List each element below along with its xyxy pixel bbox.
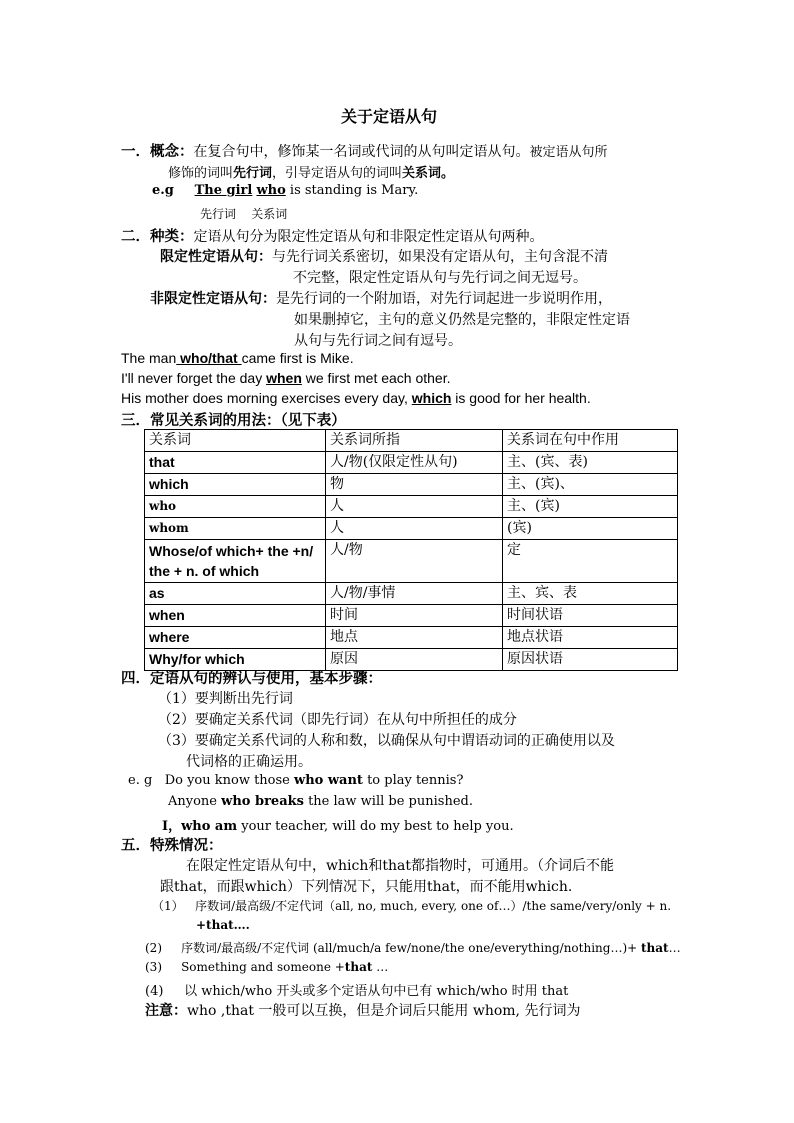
section-3-title: 常见关系词的用法：（见下表） <box>150 412 346 429</box>
note-label: 注意： <box>145 1003 187 1019</box>
text-span: your teacher, will do my best to help you. <box>237 819 514 834</box>
nonrestrictive-line1 <box>150 288 612 308</box>
step-3-line1: （3）要确定关系代词的人称和数，以确保从句中谓语动词的正确使用以及 <box>158 733 615 749</box>
section-3-heading <box>121 409 346 430</box>
table-cell-refers: 人 <box>326 496 503 518</box>
text-span: I， <box>162 819 182 834</box>
text-span: Do you know those <box>164 773 295 788</box>
table-cell-refers: 时间 <box>326 605 503 627</box>
table-row <box>145 452 678 474</box>
table-cell-word: whom <box>145 518 326 540</box>
section-1-line1b: 被定语从句所 <box>529 145 608 160</box>
eg-rest: is standing is Mary. <box>289 183 419 198</box>
table-row <box>145 474 678 496</box>
text-span: to play tennis? <box>362 773 464 788</box>
eg-antecedent: The girl <box>194 183 253 198</box>
table-cell-refers: 人/物(仅限定性从句) <box>326 452 503 474</box>
table-cell-word: where <box>145 627 326 649</box>
case-number: （1） <box>152 899 184 913</box>
restrictive-label: 限定性定语从句： <box>160 249 272 265</box>
table-cell-refers: 人 <box>326 518 503 540</box>
section-5-title: 特殊情况： <box>150 837 223 854</box>
table-header-cell: 关系词所指 <box>326 430 503 452</box>
section-1-example <box>152 183 418 198</box>
case-number: (4) <box>145 984 164 999</box>
keyword: who/that <box>176 350 242 366</box>
table-cell-function: 主、(宾)、 <box>503 474 678 496</box>
table-header-cell: 关系词在句中作用 <box>503 430 678 452</box>
table-cell-word: which <box>145 474 326 496</box>
text-span: … <box>668 941 681 955</box>
table-row <box>145 496 678 518</box>
case-number: (3) <box>145 960 162 974</box>
case-1-line1 <box>152 897 671 914</box>
step-example-1 <box>128 773 463 788</box>
table-cell-function: 主、(宾) <box>503 496 678 518</box>
table-cell-function: 主、(宾、表) <box>503 452 678 474</box>
section-1-line2 <box>168 162 454 181</box>
table-cell-function: (宾) <box>503 518 678 540</box>
eg-label: e.g <box>152 183 174 198</box>
nonrestrictive-label: 非限定性定语从句： <box>150 291 276 307</box>
restrictive-text: 与先行词关系密切，如果没有定语从句，主句含混不清 <box>272 249 608 265</box>
text-span: ，引导定语从句的词叫 <box>272 166 403 181</box>
text-span: we first met each other. <box>301 370 451 386</box>
page-title: 关于定语从句 <box>341 107 438 126</box>
section-3-number: 三． <box>121 412 150 429</box>
note-antecedent: 先行词 <box>200 207 237 221</box>
table-cell-refers: 人/物/事情 <box>326 583 503 605</box>
section-4-number: 四． <box>121 670 150 687</box>
note-relword: 关系词 <box>251 207 288 221</box>
section-2-heading <box>121 225 544 246</box>
section-4-title: 定语从句的辨认与使用，基本步骤： <box>150 670 382 687</box>
table-header-row <box>145 430 678 452</box>
table-cell-function: 地点状语 <box>503 627 678 649</box>
text-span: His mother does morning exercises every day, <box>121 390 412 406</box>
table-cell-function: 原因状语 <box>503 649 678 671</box>
table-cell-refers: 原因 <box>326 649 503 671</box>
example-sentence-2 <box>121 370 451 386</box>
section-2-number: 二． <box>121 228 150 245</box>
table-cell-word: who <box>145 496 326 518</box>
term-relword: 关系词。 <box>402 166 455 181</box>
case-text: 序数词/最高级/不定代词 (all/much/a few/none/the one/everything/nothing…)+ <box>181 941 641 955</box>
text-span: … <box>372 960 389 974</box>
case-text: 序数词/最高级/不定代词（all, no, much, every, one of…）/the same/very/only + n. <box>195 899 672 913</box>
table-cell-refers: 物 <box>326 474 503 496</box>
table-cell-word: as <box>145 583 326 605</box>
table-cell-word: Why/for which <box>145 649 326 671</box>
step-example-3 <box>162 815 514 834</box>
table-cell-function: 主、宾、表 <box>503 583 678 605</box>
section-4-heading <box>121 667 382 688</box>
table-cell-word: Whose/of which+ the +n/ the + n. of which <box>145 540 326 583</box>
table-cell-refers: 人/物 <box>326 540 503 583</box>
section-5-number: 五． <box>121 837 150 854</box>
keyword: who want <box>294 773 363 788</box>
section-5-intro-line1: 在限定性定语从句中，which和that都指物时，可通用。（介词后不能 <box>186 858 614 874</box>
keyword: who breaks <box>221 794 304 809</box>
table-row <box>145 583 678 605</box>
nonrestrictive-text: 是先行词的一个附加语，对先行词起进一步说明作用， <box>276 291 612 307</box>
step-example-2 <box>168 794 473 809</box>
text-span: The man <box>121 350 177 366</box>
text-span: 修饰的词叫 <box>168 166 234 181</box>
keyword: that <box>344 960 373 974</box>
keyword: which <box>411 390 452 406</box>
step-1: （1）要判断出先行词 <box>158 691 293 707</box>
case-number: (2) <box>145 941 162 955</box>
table-cell-refers: 地点 <box>326 627 503 649</box>
case-3 <box>145 960 388 974</box>
section-1-line1: 在复合句中，修饰某一名词或代词的从句叫定语从句。 <box>193 144 530 160</box>
text-span: came first is Mike. <box>241 350 354 366</box>
case-1-line2: +that…. <box>196 918 250 932</box>
section-5-heading <box>121 834 223 855</box>
step-3-line2: 代词格的正确运用。 <box>186 754 312 770</box>
restrictive-line2: 不完整，限定性定语从句与先行词之间无逗号。 <box>293 270 587 286</box>
table-cell-function: 时间状语 <box>503 605 678 627</box>
text-span: I'll never forget the day <box>121 370 267 386</box>
table-cell-word: that <box>145 452 326 474</box>
case-text: Something and someone + <box>181 960 345 974</box>
section-1-notes <box>200 205 287 222</box>
table-row <box>145 518 678 540</box>
note-text: who ,that 一般可以互换，但是介词后只能用 whom, 先行词为 <box>187 1003 581 1019</box>
section-1-title: 概念： <box>150 143 194 160</box>
case-text: 以 which/who 开头或多个定语从句中已有 which/who 时用 that <box>184 984 569 999</box>
table-row <box>145 540 678 583</box>
case-4 <box>145 980 568 999</box>
eg-label: e. g <box>128 773 153 788</box>
text-span: the law will be punished. <box>303 794 473 809</box>
nonrestrictive-line3: 从句与先行词之间有逗号。 <box>294 333 462 349</box>
case-2 <box>145 939 681 956</box>
keyword: when <box>266 370 302 386</box>
keyword: who am <box>181 819 238 834</box>
table-header-cell: 关系词 <box>145 430 326 452</box>
note-line <box>145 1000 580 1020</box>
relative-words-table <box>144 429 678 671</box>
step-2: （2）要确定关系代词（即先行词）在从句中所担任的成分 <box>158 712 517 728</box>
section-1-number: 一． <box>121 143 150 160</box>
restrictive-line1 <box>160 246 608 266</box>
keyword: that <box>641 941 669 955</box>
section-2-text: 定语从句分为限定性定语从句和非限定性定语从句两种。 <box>193 229 544 245</box>
table-row <box>145 627 678 649</box>
section-1-heading <box>121 140 608 161</box>
table-cell-word: when <box>145 605 326 627</box>
section-5-intro-line2: 跟that，而跟which）下列情况下，只能用that，而不能用which. <box>160 879 573 895</box>
table-cell-function: 定 <box>503 540 678 583</box>
text-span: Anyone <box>168 794 222 809</box>
text-span: is good for her health. <box>451 390 591 406</box>
table-row <box>145 605 678 627</box>
section-2-title: 种类： <box>150 228 194 245</box>
example-sentence-3 <box>121 390 591 406</box>
term-antecedent: 先行词 <box>233 166 273 181</box>
nonrestrictive-line2: 如果删掉它，主句的意义仍然是完整的，非限定性定语 <box>294 312 630 328</box>
eg-relword: who <box>256 183 286 198</box>
example-sentence-1 <box>121 350 354 366</box>
